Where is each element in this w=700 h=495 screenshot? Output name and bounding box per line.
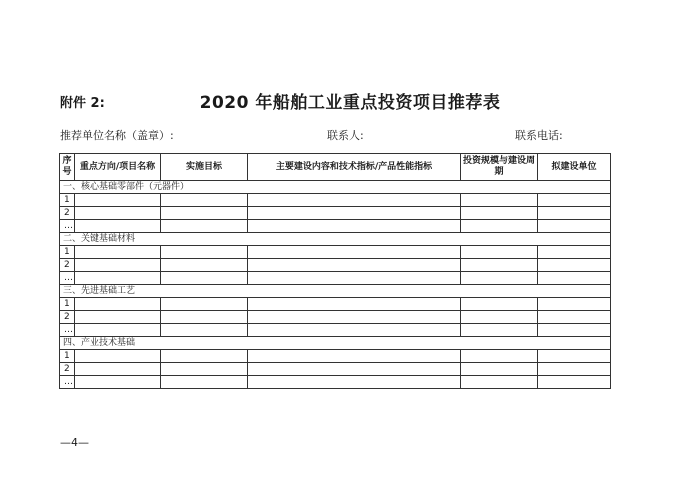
- cell-builder[interactable]: [538, 350, 611, 363]
- cell-builder[interactable]: [538, 311, 611, 324]
- contact-phone-label: 联系电话:: [515, 129, 563, 142]
- cell-project-name[interactable]: [75, 298, 161, 311]
- column-header-index: 序号: [60, 154, 75, 181]
- cell-investment[interactable]: [461, 363, 538, 376]
- table-row: [60, 298, 611, 311]
- cell-investment[interactable]: [461, 259, 538, 272]
- table-row: [60, 272, 611, 285]
- table-row: [60, 376, 611, 389]
- cell-target[interactable]: [161, 207, 248, 220]
- cell-project-name[interactable]: [75, 220, 161, 233]
- cell-project-name[interactable]: [75, 194, 161, 207]
- section-row: [60, 285, 611, 298]
- cell-investment[interactable]: [461, 376, 538, 389]
- row-number: 1: [60, 194, 75, 207]
- cell-target[interactable]: [161, 311, 248, 324]
- cell-builder[interactable]: [538, 259, 611, 272]
- section-row: [60, 181, 611, 194]
- section-title: 四、产业技术基础: [60, 337, 611, 350]
- cell-content[interactable]: [248, 376, 461, 389]
- cell-project-name[interactable]: [75, 259, 161, 272]
- row-number: 2: [60, 311, 75, 324]
- cell-target[interactable]: [161, 194, 248, 207]
- row-number: 1: [60, 246, 75, 259]
- row-number: 1: [60, 350, 75, 363]
- table-header-row: [60, 154, 611, 181]
- row-number: 2: [60, 207, 75, 220]
- table-row: [60, 350, 611, 363]
- cell-builder[interactable]: [538, 324, 611, 337]
- cell-investment[interactable]: [461, 350, 538, 363]
- table-row: [60, 220, 611, 233]
- section-title: 三、先进基础工艺: [60, 285, 611, 298]
- contact-person-label: 联系人:: [327, 129, 364, 142]
- cell-target[interactable]: [161, 350, 248, 363]
- cell-project-name[interactable]: [75, 311, 161, 324]
- row-number: 2: [60, 259, 75, 272]
- row-number: 1: [60, 298, 75, 311]
- row-number: …: [60, 272, 75, 285]
- page-number: —4—: [60, 436, 89, 449]
- column-header-project-name: 重点方向/项目名称: [75, 154, 161, 181]
- section-row: [60, 233, 611, 246]
- cell-builder[interactable]: [538, 220, 611, 233]
- row-number: …: [60, 324, 75, 337]
- cell-investment[interactable]: [461, 324, 538, 337]
- table-row: [60, 194, 611, 207]
- row-number: …: [60, 376, 75, 389]
- cell-investment[interactable]: [461, 220, 538, 233]
- cell-content[interactable]: [248, 246, 461, 259]
- cell-project-name[interactable]: [75, 350, 161, 363]
- table-row: [60, 207, 611, 220]
- cell-target[interactable]: [161, 259, 248, 272]
- cell-target[interactable]: [161, 246, 248, 259]
- attachment-label: 附件 2:: [60, 96, 105, 111]
- cell-builder[interactable]: [538, 376, 611, 389]
- column-header-builder: 拟建设单位: [538, 154, 611, 181]
- cell-target[interactable]: [161, 363, 248, 376]
- cell-content[interactable]: [248, 350, 461, 363]
- section-title: 一、核心基础零部件（元器件）: [60, 181, 611, 194]
- cell-builder[interactable]: [538, 194, 611, 207]
- cell-content[interactable]: [248, 311, 461, 324]
- cell-content[interactable]: [248, 363, 461, 376]
- cell-project-name[interactable]: [75, 246, 161, 259]
- cell-investment[interactable]: [461, 207, 538, 220]
- cell-content[interactable]: [248, 194, 461, 207]
- cell-investment[interactable]: [461, 311, 538, 324]
- cell-target[interactable]: [161, 272, 248, 285]
- section-title: 二、关键基础材料: [60, 233, 611, 246]
- cell-builder[interactable]: [538, 246, 611, 259]
- row-number: …: [60, 220, 75, 233]
- cell-project-name[interactable]: [75, 363, 161, 376]
- cell-builder[interactable]: [538, 272, 611, 285]
- cell-investment[interactable]: [461, 272, 538, 285]
- cell-project-name[interactable]: [75, 272, 161, 285]
- cell-content[interactable]: [248, 259, 461, 272]
- cell-content[interactable]: [248, 220, 461, 233]
- cell-content[interactable]: [248, 207, 461, 220]
- cell-project-name[interactable]: [75, 207, 161, 220]
- table-row: [60, 311, 611, 324]
- cell-builder[interactable]: [538, 207, 611, 220]
- page-title: 2020 年船舶工业重点投资项目推荐表: [199, 93, 501, 113]
- cell-content[interactable]: [248, 324, 461, 337]
- table-row: [60, 363, 611, 376]
- cell-investment[interactable]: [461, 246, 538, 259]
- cell-content[interactable]: [248, 298, 461, 311]
- cell-target[interactable]: [161, 376, 248, 389]
- cell-builder[interactable]: [538, 363, 611, 376]
- cell-investment[interactable]: [461, 194, 538, 207]
- recommending-unit-label: 推荐单位名称（盖章）:: [60, 129, 174, 142]
- table-row: [60, 324, 611, 337]
- cell-target[interactable]: [161, 298, 248, 311]
- column-header-content: 主要建设内容和技术指标/产品性能指标: [248, 154, 461, 181]
- section-row: [60, 337, 611, 350]
- cell-target[interactable]: [161, 324, 248, 337]
- cell-builder[interactable]: [538, 298, 611, 311]
- row-number: 2: [60, 363, 75, 376]
- table-row: [60, 259, 611, 272]
- project-recommendation-table: [59, 153, 611, 389]
- cell-content[interactable]: [248, 272, 461, 285]
- column-header-target: 实施目标: [161, 154, 248, 181]
- cell-investment[interactable]: [461, 298, 538, 311]
- table-row: [60, 246, 611, 259]
- cell-project-name[interactable]: [75, 376, 161, 389]
- cell-project-name[interactable]: [75, 324, 161, 337]
- cell-target[interactable]: [161, 220, 248, 233]
- column-header-investment: 投资规模与建设周期: [461, 154, 538, 181]
